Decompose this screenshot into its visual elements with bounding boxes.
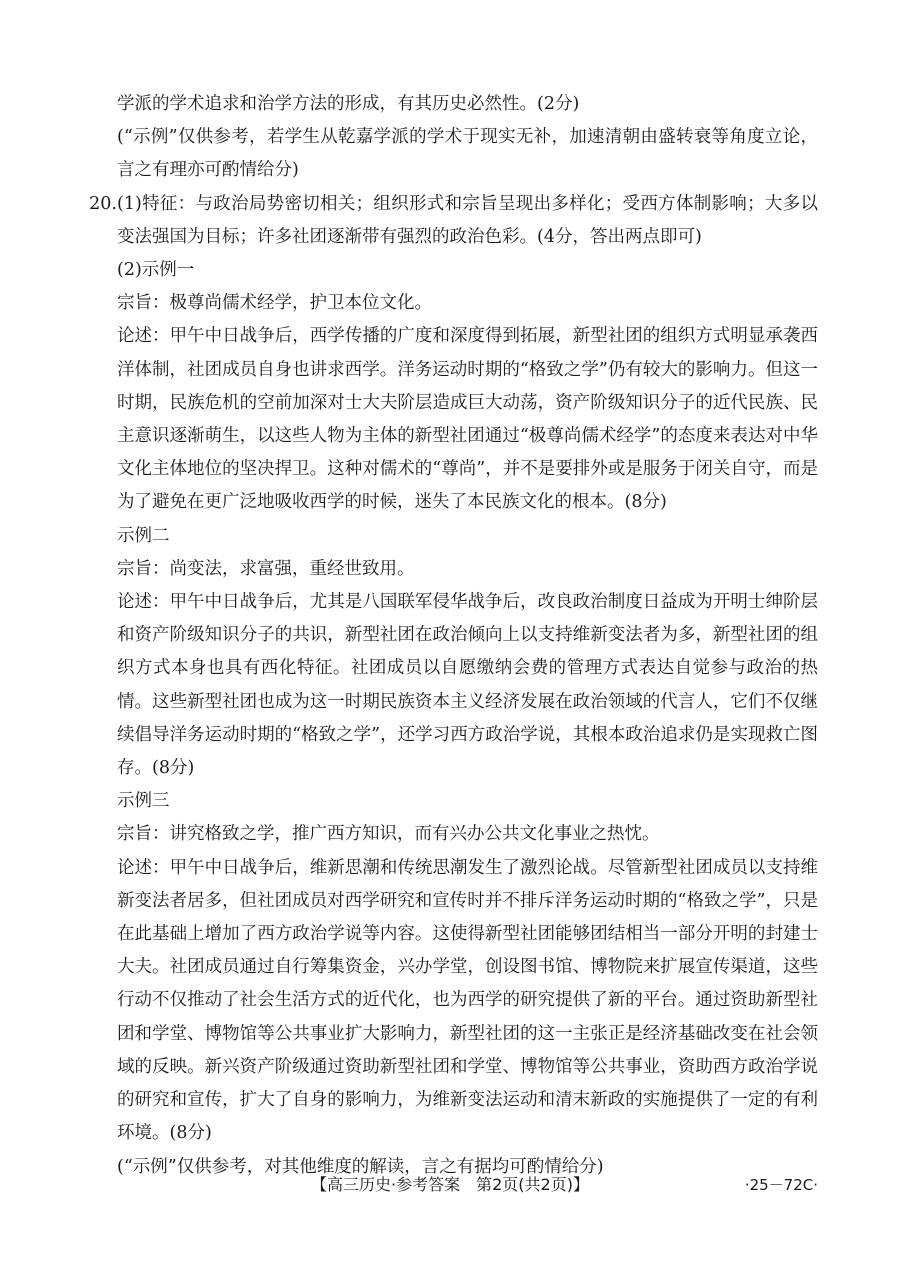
part-2-heading: (2)示例一 xyxy=(117,260,195,281)
question-number: 20. xyxy=(89,193,117,214)
example-2-purpose: 宗旨：尚变法，求富强，重经世致用。 xyxy=(117,558,415,579)
example-3-heading: 示例三 xyxy=(117,791,170,812)
page-footer xyxy=(0,1170,900,1200)
example-1-purpose: 宗旨：极尊尚儒术经学，护卫本位文化。 xyxy=(117,293,432,314)
paragraph-note-1: (“示例”仅供参考，若学生从乾嘉学派的学术于现实无补，加速清朝由盛转衰等角度立论，言之有理亦可酌情给分) xyxy=(117,127,818,181)
part-1-answer: (1)特征：与政治局势密切相关；组织形式和宗旨呈现出多样化；受西方体制影响；大多以变法强国为目标；许多社团逐渐带有强烈的政治色彩。(4分，答出两点即可) xyxy=(117,193,818,247)
paragraph-note-2: (“示例”仅供参考，对其他维度的解读，言之有据均可酌情给分) xyxy=(117,1156,604,1177)
example-3-argument: 论述：甲午中日战争后，维新思潮和传统思潮发生了激烈论战。尽管新型社团成员以支持维新变法者居多，但社团成员对西学研究和宣传时并不排斥洋务运动时期的“格致之学”，只是在此基础上增加了西方政治学说等内容。这使得新型社团能够团结相当一部分开明的封建士大夫。社团成员通过自行筹集资金，兴办学堂，创设图书馆、博物院来扩展宣传渠道，这些行动不仅推动了社会生活方式的近代化，也为西学的研究提供了新的平台。通过资助新型社团和学堂、博物馆等公共事业扩大影响力，新型社团的这一主张正是经济基础改变在社会领域的反映。新兴资产阶级通过资助新型社团和学堂、博物馆等公共事业，资助西方政治学说的研究和宣传，扩大了自身的影响力，为维新变法运动和清末新政的实施提供了一定的有利环境。(8分) xyxy=(117,857,818,1144)
example-2-argument: 论述：甲午中日战争后，尤其是八国联军侵华战争后，改良政治制度日益成为开明士绅阶层和资产阶级知识分子的共识，新型社团在政治倾向上以支持维新变法者为多，新型社团的组织方式本身也具有西化特征。社团成员以自愿缴纳会费的管理方式表达自觉参与政治的热情。这些新型社团也成为这一时期民族资本主义经济发展在政治领域的代言人，它们不仅继续倡导洋务运动时期的“格致之学”，还学习西方政治学说，其根本政治追求仍是实现救亡图存。(8分) xyxy=(117,592,818,779)
footer-title: 【高三历史·参考答案 第2页(共2页)】 xyxy=(311,1175,589,1194)
question-20-part-1 xyxy=(0,188,900,254)
answer-content xyxy=(0,88,900,1184)
footer-code: ·25－72C· xyxy=(744,1176,818,1194)
paragraph-conclusion: 学派的学术追求和治学方法的形成，有其历史必然性。(2分) xyxy=(117,94,580,114)
example-3-purpose: 宗旨：讲究格致之学，推广西方知识，而有兴办公共文化事业之热忱。 xyxy=(117,824,660,845)
example-1-argument: 论述：甲午中日战争后，西学传播的广度和深度得到拓展，新型社团的组织方式明显承袭西洋体制，社团成员自身也讲求西学。洋务运动时期的“格致之学”仍有较大的影响力。但这一时期，民族危机的空前加深对士大夫阶层造成巨大动荡，资产阶级知识分子的近代民族、民主意识逐渐萌生，以这些人物为主体的新型社团通过“极尊尚儒术经学”的态度来表达对中华文化主体地位的坚决捍卫。这种对儒术的“尊尚”，并不是要排外或是服务于闭关自守，而是为了避免在更广泛地吸收西学的时候，迷失了本民族文化的根本。(8分) xyxy=(117,326,818,513)
example-2-heading: 示例二 xyxy=(117,525,170,546)
